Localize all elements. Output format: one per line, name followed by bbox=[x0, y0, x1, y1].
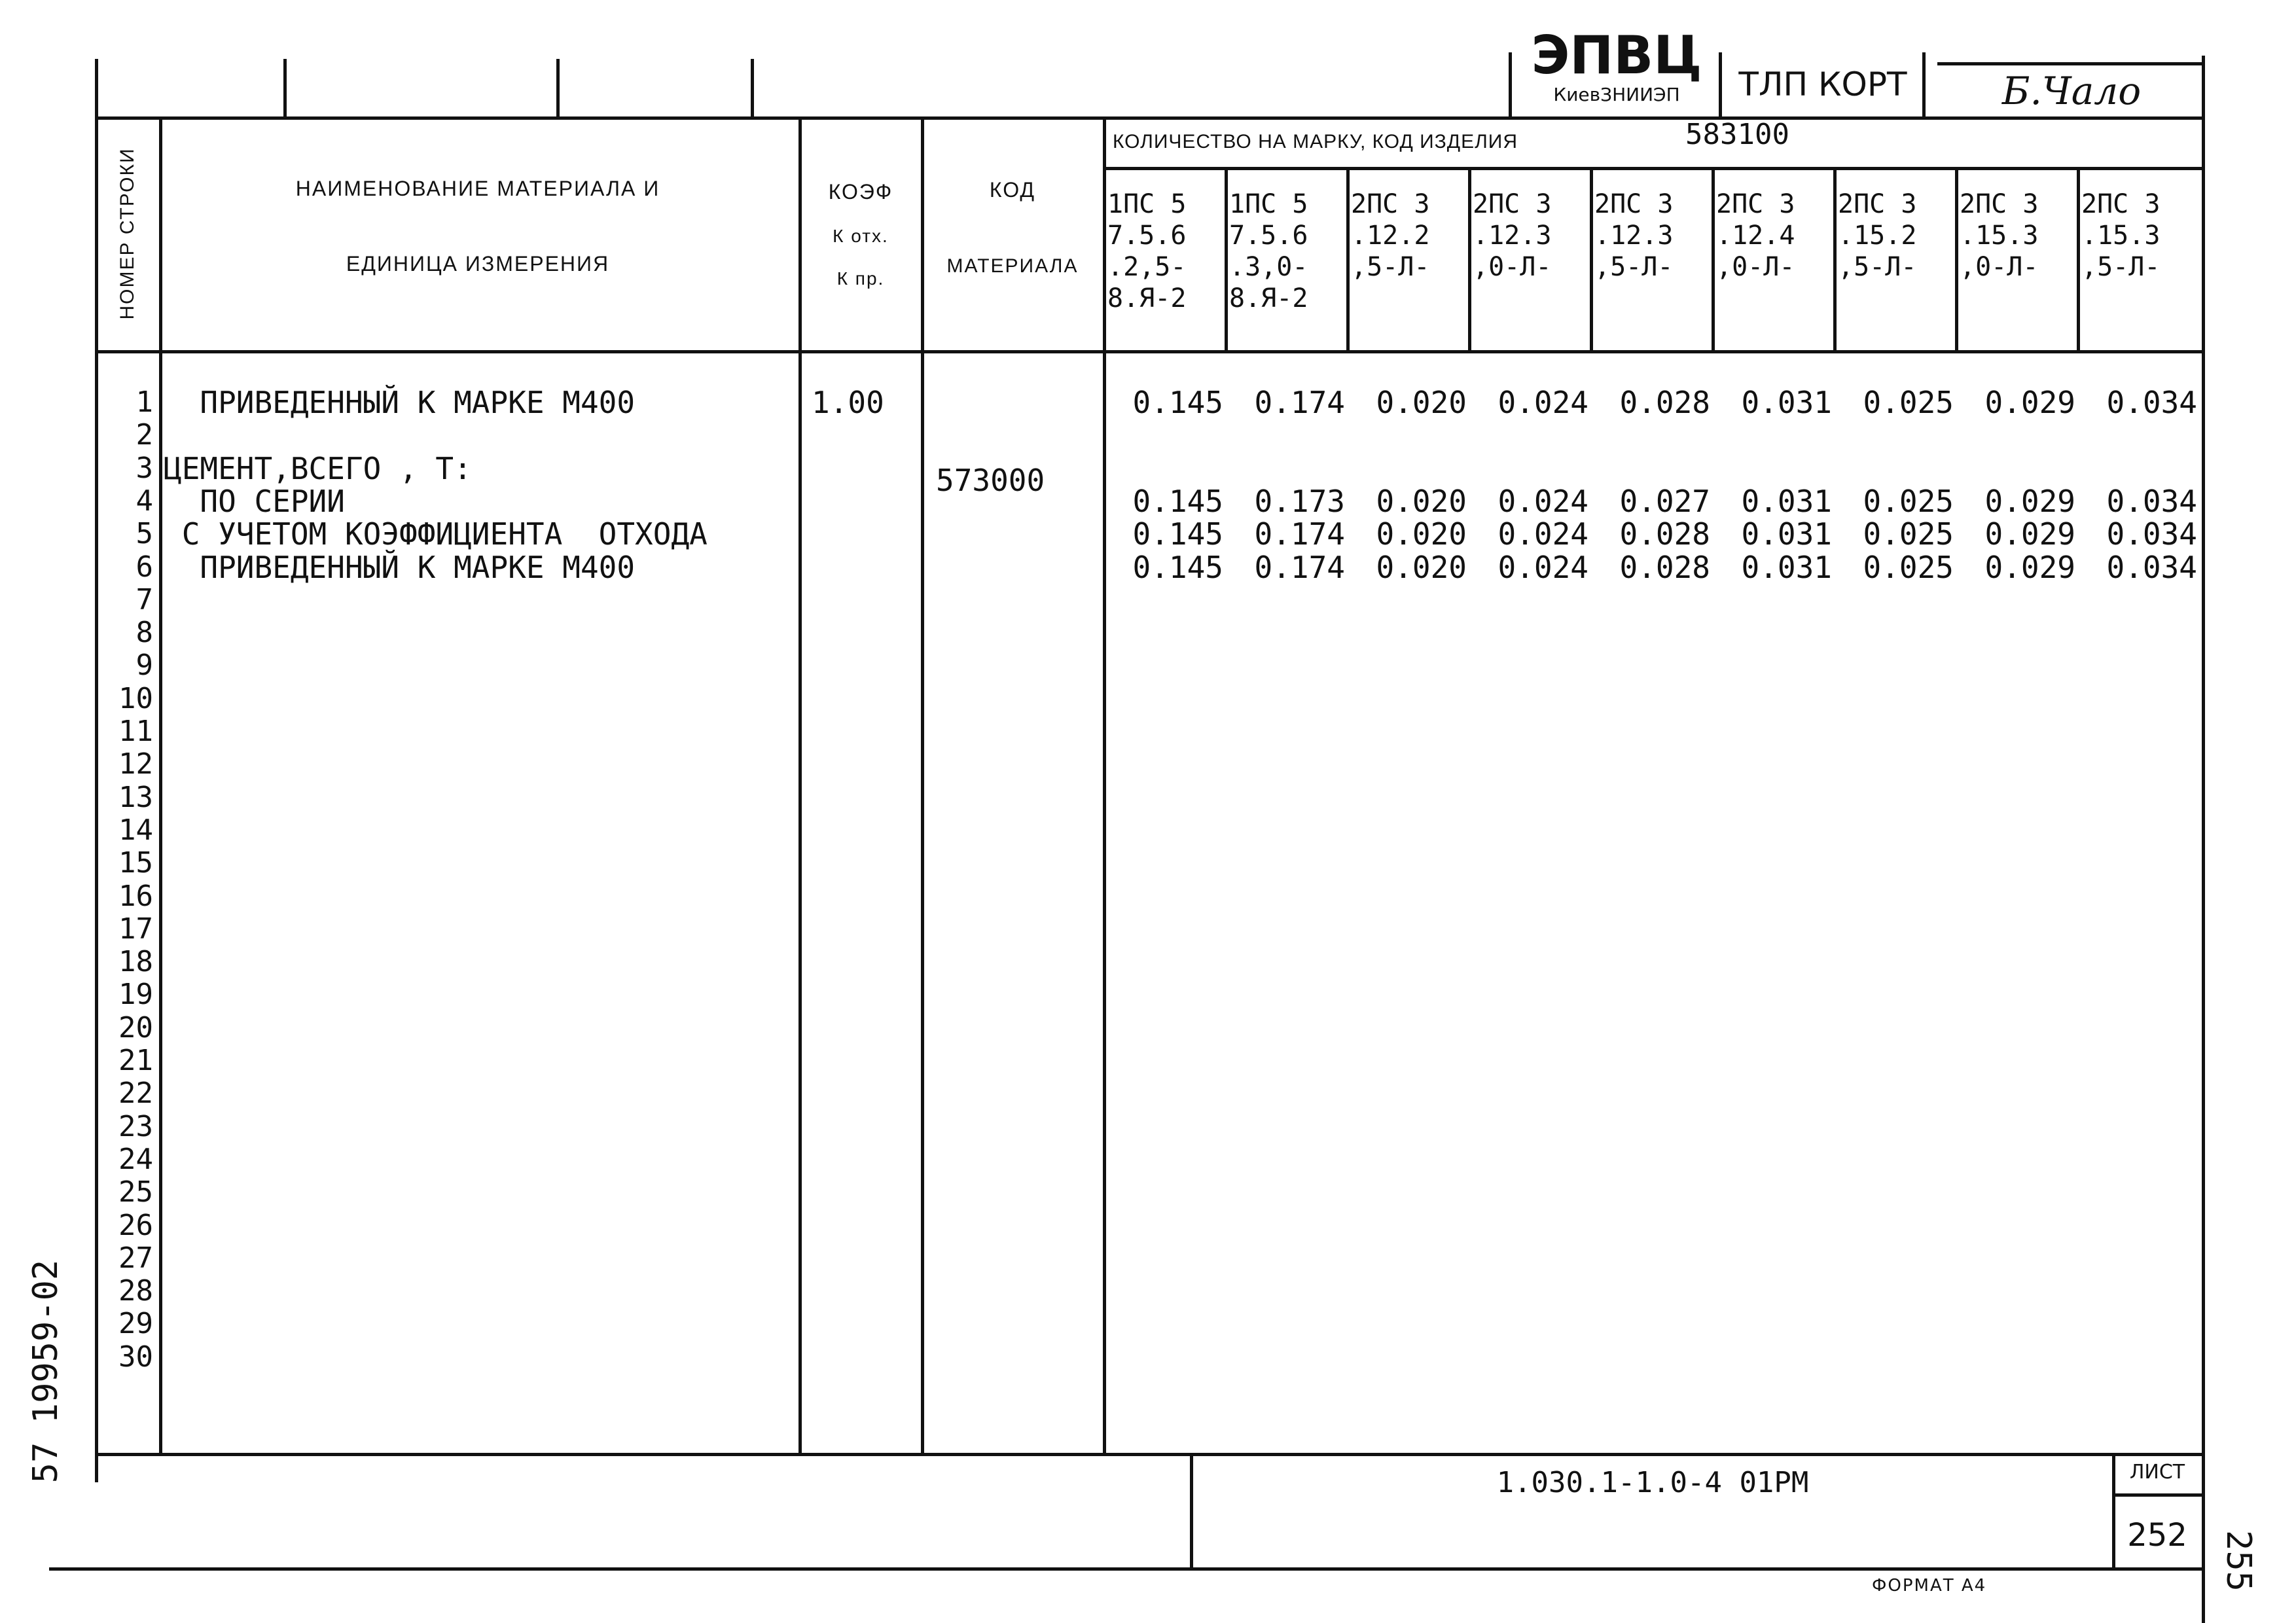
product-column-line: ,0-Л- bbox=[1716, 252, 1795, 282]
row-number: 28 bbox=[118, 1274, 153, 1308]
quantity-value: 0.029 bbox=[1984, 549, 2075, 585]
quantity-value: 0.034 bbox=[2106, 516, 2197, 552]
row-number: 13 bbox=[118, 780, 153, 814]
quantity-value: 0.027 bbox=[1619, 483, 1710, 519]
product-column-line: .15.3 bbox=[2081, 221, 2161, 251]
org-logo: ЭПВЦ bbox=[1531, 25, 1702, 86]
product-column-line: 2ПС 3 bbox=[1594, 189, 1674, 219]
product-column-header bbox=[1838, 188, 1916, 283]
material-name-header: НАИМЕНОВАНИЕ МАТЕРИАЛА И bbox=[295, 177, 660, 200]
row-number-header: НОМЕР СТРОКИ bbox=[117, 147, 138, 320]
row-number: 1 bbox=[135, 385, 153, 419]
material-code-header: МАТЕРИАЛА bbox=[946, 255, 1079, 277]
quantity-value: 0.029 bbox=[1984, 483, 2075, 519]
product-column-line: 1ПС 5 bbox=[1107, 189, 1187, 219]
sheet-number: 252 bbox=[2127, 1517, 2187, 1554]
row-number: 25 bbox=[118, 1175, 153, 1209]
org-name: КиевЗНИИЭП bbox=[1553, 84, 1680, 105]
row-number: 7 bbox=[135, 582, 153, 616]
coef-header: КОЭФ bbox=[828, 180, 893, 204]
page-number: 255 bbox=[2219, 1530, 2258, 1592]
quantity-value: 0.145 bbox=[1132, 385, 1223, 420]
product-column-header bbox=[1107, 188, 1186, 314]
sheet-label: ЛИСТ bbox=[2129, 1461, 2185, 1484]
quantity-value: 0.029 bbox=[1984, 516, 2075, 552]
product-column-line: ,0-Л- bbox=[1473, 252, 1552, 282]
side-page-number: 57 bbox=[26, 1442, 65, 1484]
material-name: ЦЕМЕНТ,ВСЕГО , Т: bbox=[164, 450, 472, 486]
row-number: 8 bbox=[135, 616, 153, 650]
quantity-value: 0.145 bbox=[1132, 549, 1223, 585]
row-number: 9 bbox=[135, 649, 153, 683]
product-column-line: ,5-Л- bbox=[2081, 252, 2161, 282]
product-column-line: 8.Я-2 bbox=[1229, 283, 1308, 313]
quantity-value: 0.145 bbox=[1132, 516, 1223, 552]
product-column-header bbox=[1716, 188, 1795, 283]
product-column-line: 2ПС 3 bbox=[2081, 189, 2161, 219]
quantity-value: 0.025 bbox=[1863, 549, 1954, 585]
product-column-line: .12.2 bbox=[1351, 221, 1430, 251]
format-label: ФОРМАТ А4 bbox=[1872, 1576, 1987, 1596]
quantity-value: 0.024 bbox=[1498, 483, 1588, 519]
coef-waste-header: К отх. bbox=[833, 226, 889, 246]
product-column-line: .3,0- bbox=[1229, 252, 1308, 282]
product-column-line: .12.3 bbox=[1594, 221, 1674, 251]
product-column-line: 7.5.6 bbox=[1107, 221, 1187, 251]
product-column-line: 2ПС 3 bbox=[1716, 189, 1795, 219]
quantity-value: 0.034 bbox=[2106, 549, 2197, 585]
row-number: 30 bbox=[118, 1340, 153, 1374]
product-column-line: ,5-Л- bbox=[1351, 252, 1430, 282]
product-column-header bbox=[1229, 188, 1308, 314]
material-name: ПО СЕРИИ bbox=[164, 483, 345, 519]
row-number: 21 bbox=[118, 1044, 153, 1077]
quantity-value: 0.145 bbox=[1132, 483, 1223, 519]
product-column-header bbox=[1351, 188, 1429, 283]
row-number: 26 bbox=[118, 1208, 153, 1242]
product-column-line: 8.Я-2 bbox=[1107, 283, 1187, 313]
quantity-value: 0.024 bbox=[1498, 549, 1588, 585]
quantity-value: 0.024 bbox=[1498, 516, 1588, 552]
product-column-line: ,0-Л- bbox=[1960, 252, 2039, 282]
row-number: 16 bbox=[118, 879, 153, 913]
quantity-value: 0.020 bbox=[1376, 483, 1467, 519]
row-number: 29 bbox=[118, 1307, 153, 1341]
quantity-value: 0.025 bbox=[1863, 516, 1954, 552]
row-number: 19 bbox=[118, 978, 153, 1012]
quantity-value: 0.034 bbox=[2106, 483, 2197, 519]
quantity-value: 0.028 bbox=[1619, 385, 1710, 420]
row-number: 12 bbox=[118, 747, 153, 781]
row-number: 15 bbox=[118, 846, 153, 880]
row-number: 2 bbox=[135, 418, 153, 452]
row-number: 4 bbox=[135, 484, 153, 518]
quantity-value: 0.174 bbox=[1254, 516, 1345, 552]
quantity-value: 0.025 bbox=[1863, 483, 1954, 519]
row-number: 24 bbox=[118, 1142, 153, 1176]
quantity-value: 0.031 bbox=[1741, 385, 1832, 420]
row-number: 6 bbox=[135, 550, 153, 584]
quantity-value: 0.028 bbox=[1619, 516, 1710, 552]
product-column-header bbox=[2081, 188, 2160, 283]
product-column-line: ,5-Л- bbox=[1594, 252, 1674, 282]
product-code: 583100 bbox=[1685, 118, 1789, 151]
quantity-value: 0.025 bbox=[1863, 385, 1954, 420]
product-column-line: 7.5.6 bbox=[1229, 221, 1308, 251]
product-column-line: 2ПС 3 bbox=[1838, 189, 1917, 219]
product-column-line: .15.3 bbox=[1960, 221, 2039, 251]
product-column-line: .12.3 bbox=[1473, 221, 1552, 251]
quantity-value: 0.024 bbox=[1498, 385, 1588, 420]
product-column-line: .15.2 bbox=[1838, 221, 1917, 251]
quantity-value: 0.031 bbox=[1741, 516, 1832, 552]
quantity-value: 0.174 bbox=[1254, 385, 1345, 420]
product-column-header bbox=[1594, 188, 1673, 283]
quantity-value: 0.029 bbox=[1984, 385, 2075, 420]
row-number: 10 bbox=[118, 681, 153, 715]
unit-header: ЕДИНИЦА ИЗМЕРЕНИЯ bbox=[346, 252, 610, 276]
product-column-line: 2ПС 3 bbox=[1473, 189, 1552, 219]
row-number: 5 bbox=[135, 517, 153, 551]
coefficient: 1.00 bbox=[812, 385, 884, 420]
quantity-value: 0.031 bbox=[1741, 483, 1832, 519]
quantity-value: 0.034 bbox=[2106, 385, 2197, 420]
product-column-line: 2ПС 3 bbox=[1351, 189, 1430, 219]
quantity-value: 0.028 bbox=[1619, 549, 1710, 585]
row-number: 14 bbox=[118, 813, 153, 847]
product-column-line: ,5-Л- bbox=[1838, 252, 1917, 282]
product-column-header bbox=[1960, 188, 2038, 283]
row-number: 23 bbox=[118, 1109, 153, 1143]
material-name: ПРИВЕДЕННЫЙ К МАРКЕ М400 bbox=[164, 385, 636, 420]
row-number: 3 bbox=[135, 451, 153, 485]
quantity-value: 0.020 bbox=[1376, 516, 1467, 552]
dept-label: ТЛП КОРТ bbox=[1738, 65, 1907, 103]
quantity-value: 0.020 bbox=[1376, 549, 1467, 585]
code-header: КОД bbox=[989, 178, 1036, 202]
quantity-value: 0.020 bbox=[1376, 385, 1467, 420]
material-name: ПРИВЕДЕННЫЙ К МАРКЕ М400 bbox=[164, 549, 636, 585]
row-number: 18 bbox=[118, 945, 153, 979]
material-name: С УЧЕТОМ КОЭФФИЦИЕНТА ОТХОДА bbox=[164, 516, 708, 552]
quantity-value: 0.031 bbox=[1741, 549, 1832, 585]
product-column-line: .2,5- bbox=[1107, 252, 1187, 282]
coef-reduction-header: К пр. bbox=[836, 268, 885, 289]
row-number: 22 bbox=[118, 1077, 153, 1111]
material-code: 573000 bbox=[936, 462, 1045, 498]
quantity-value: 0.174 bbox=[1254, 549, 1345, 585]
product-column-line: .12.4 bbox=[1716, 221, 1795, 251]
row-number: 17 bbox=[118, 912, 153, 946]
row-number: 27 bbox=[118, 1241, 153, 1275]
product-column-line: 1ПС 5 bbox=[1229, 189, 1308, 219]
product-column-line: 2ПС 3 bbox=[1960, 189, 2039, 219]
product-column-header bbox=[1473, 188, 1551, 283]
row-number: 20 bbox=[118, 1010, 153, 1044]
quantity-value: 0.173 bbox=[1254, 483, 1345, 519]
quantity-header: КОЛИЧЕСТВО НА МАРКУ, КОД ИЗДЕЛИЯ bbox=[1113, 131, 1518, 152]
side-document-number: 19959-02 bbox=[26, 1259, 65, 1424]
document-code: 1.030.1-1.0-4 01РМ bbox=[1496, 1466, 1809, 1499]
signature: Б.Чало bbox=[2001, 69, 2142, 113]
row-number: 11 bbox=[118, 715, 153, 748]
